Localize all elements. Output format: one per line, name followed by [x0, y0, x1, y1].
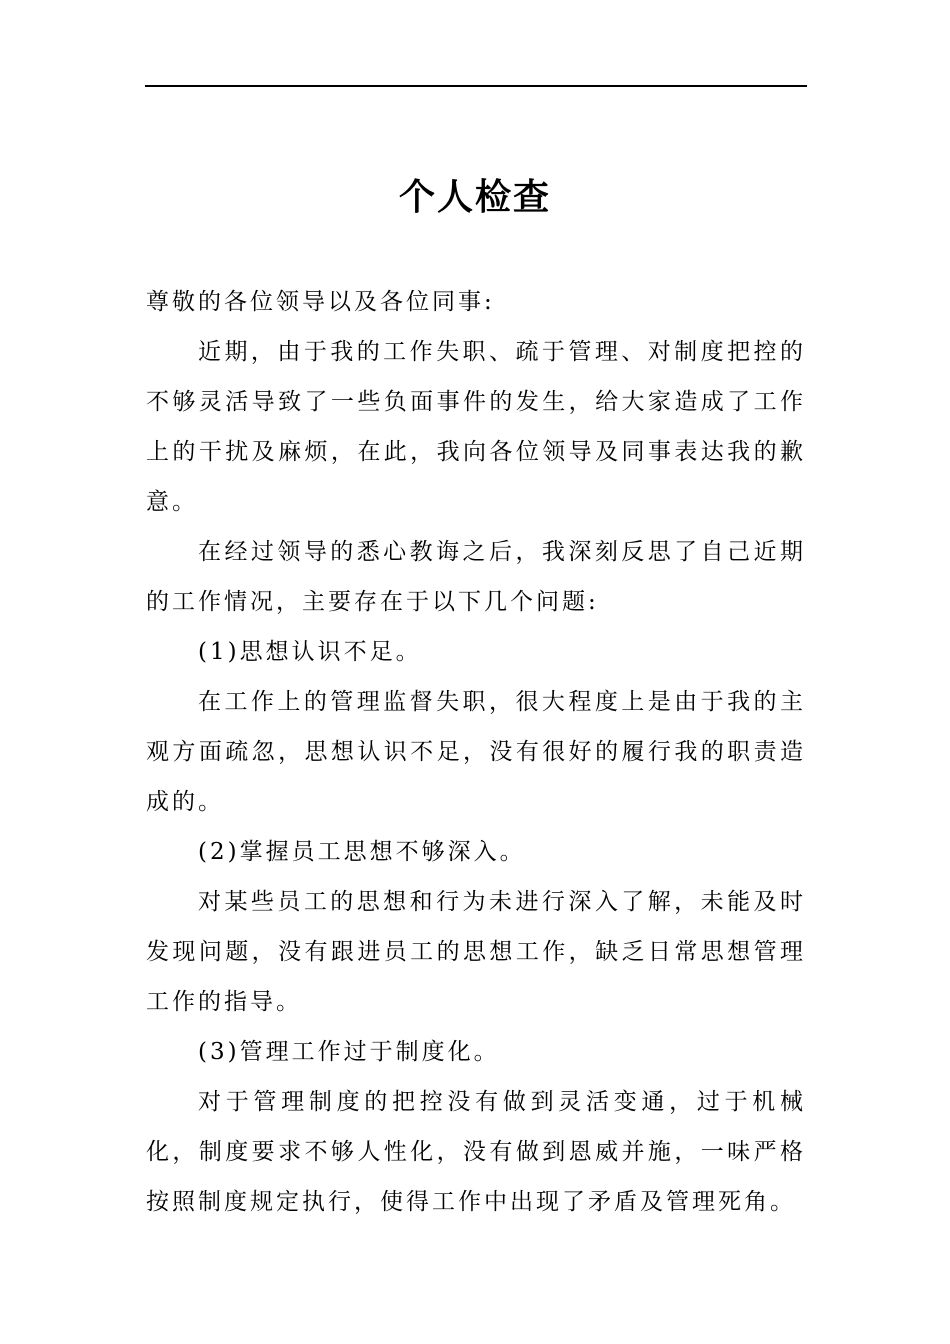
paragraph-reflection: 在经过领导的悉心教诲之后，我深刻反思了自己近期的工作情况，主要存在于以下几个问题:	[146, 539, 806, 615]
issue-3-detail: 对于管理制度的把控没有做到灵活变通，过于机械化，制度要求不够人性化，没有做到恩威并施，一味严格按照制度规定执行，使得工作中出现了矛盾及管理死角。	[146, 1089, 806, 1215]
issue-3-heading: (3)管理工作过于制度化。	[198, 1039, 500, 1065]
issue-1-heading: (1)思想认识不足。	[198, 639, 422, 665]
paragraph-apology: 近期，由于我的工作失职、疏于管理、对制度把控的不够灵活导致了一些负面事件的发生，给大家造成了工作上的干扰及麻烦，在此，我向各位领导及同事表达我的歉意。	[146, 339, 806, 515]
issue-2-detail: 对某些员工的思想和行为未进行深入了解，未能及时发现问题，没有跟进员工的思想工作，缺乏日常思想管理工作的指导。	[146, 889, 806, 1015]
issue-1-detail: 在工作上的管理监督失职，很大程度上是由于我的主观方面疏忽，思想认识不足，没有很好的履行我的职责造成的。	[146, 689, 806, 815]
header-rule	[145, 85, 807, 87]
document-body	[146, 277, 806, 1227]
salutation: 尊敬的各位领导以及各位同事:	[146, 289, 495, 315]
document-title: 个人检查	[398, 177, 551, 218]
issue-2-heading: (2)掌握员工思想不够深入。	[198, 839, 526, 865]
